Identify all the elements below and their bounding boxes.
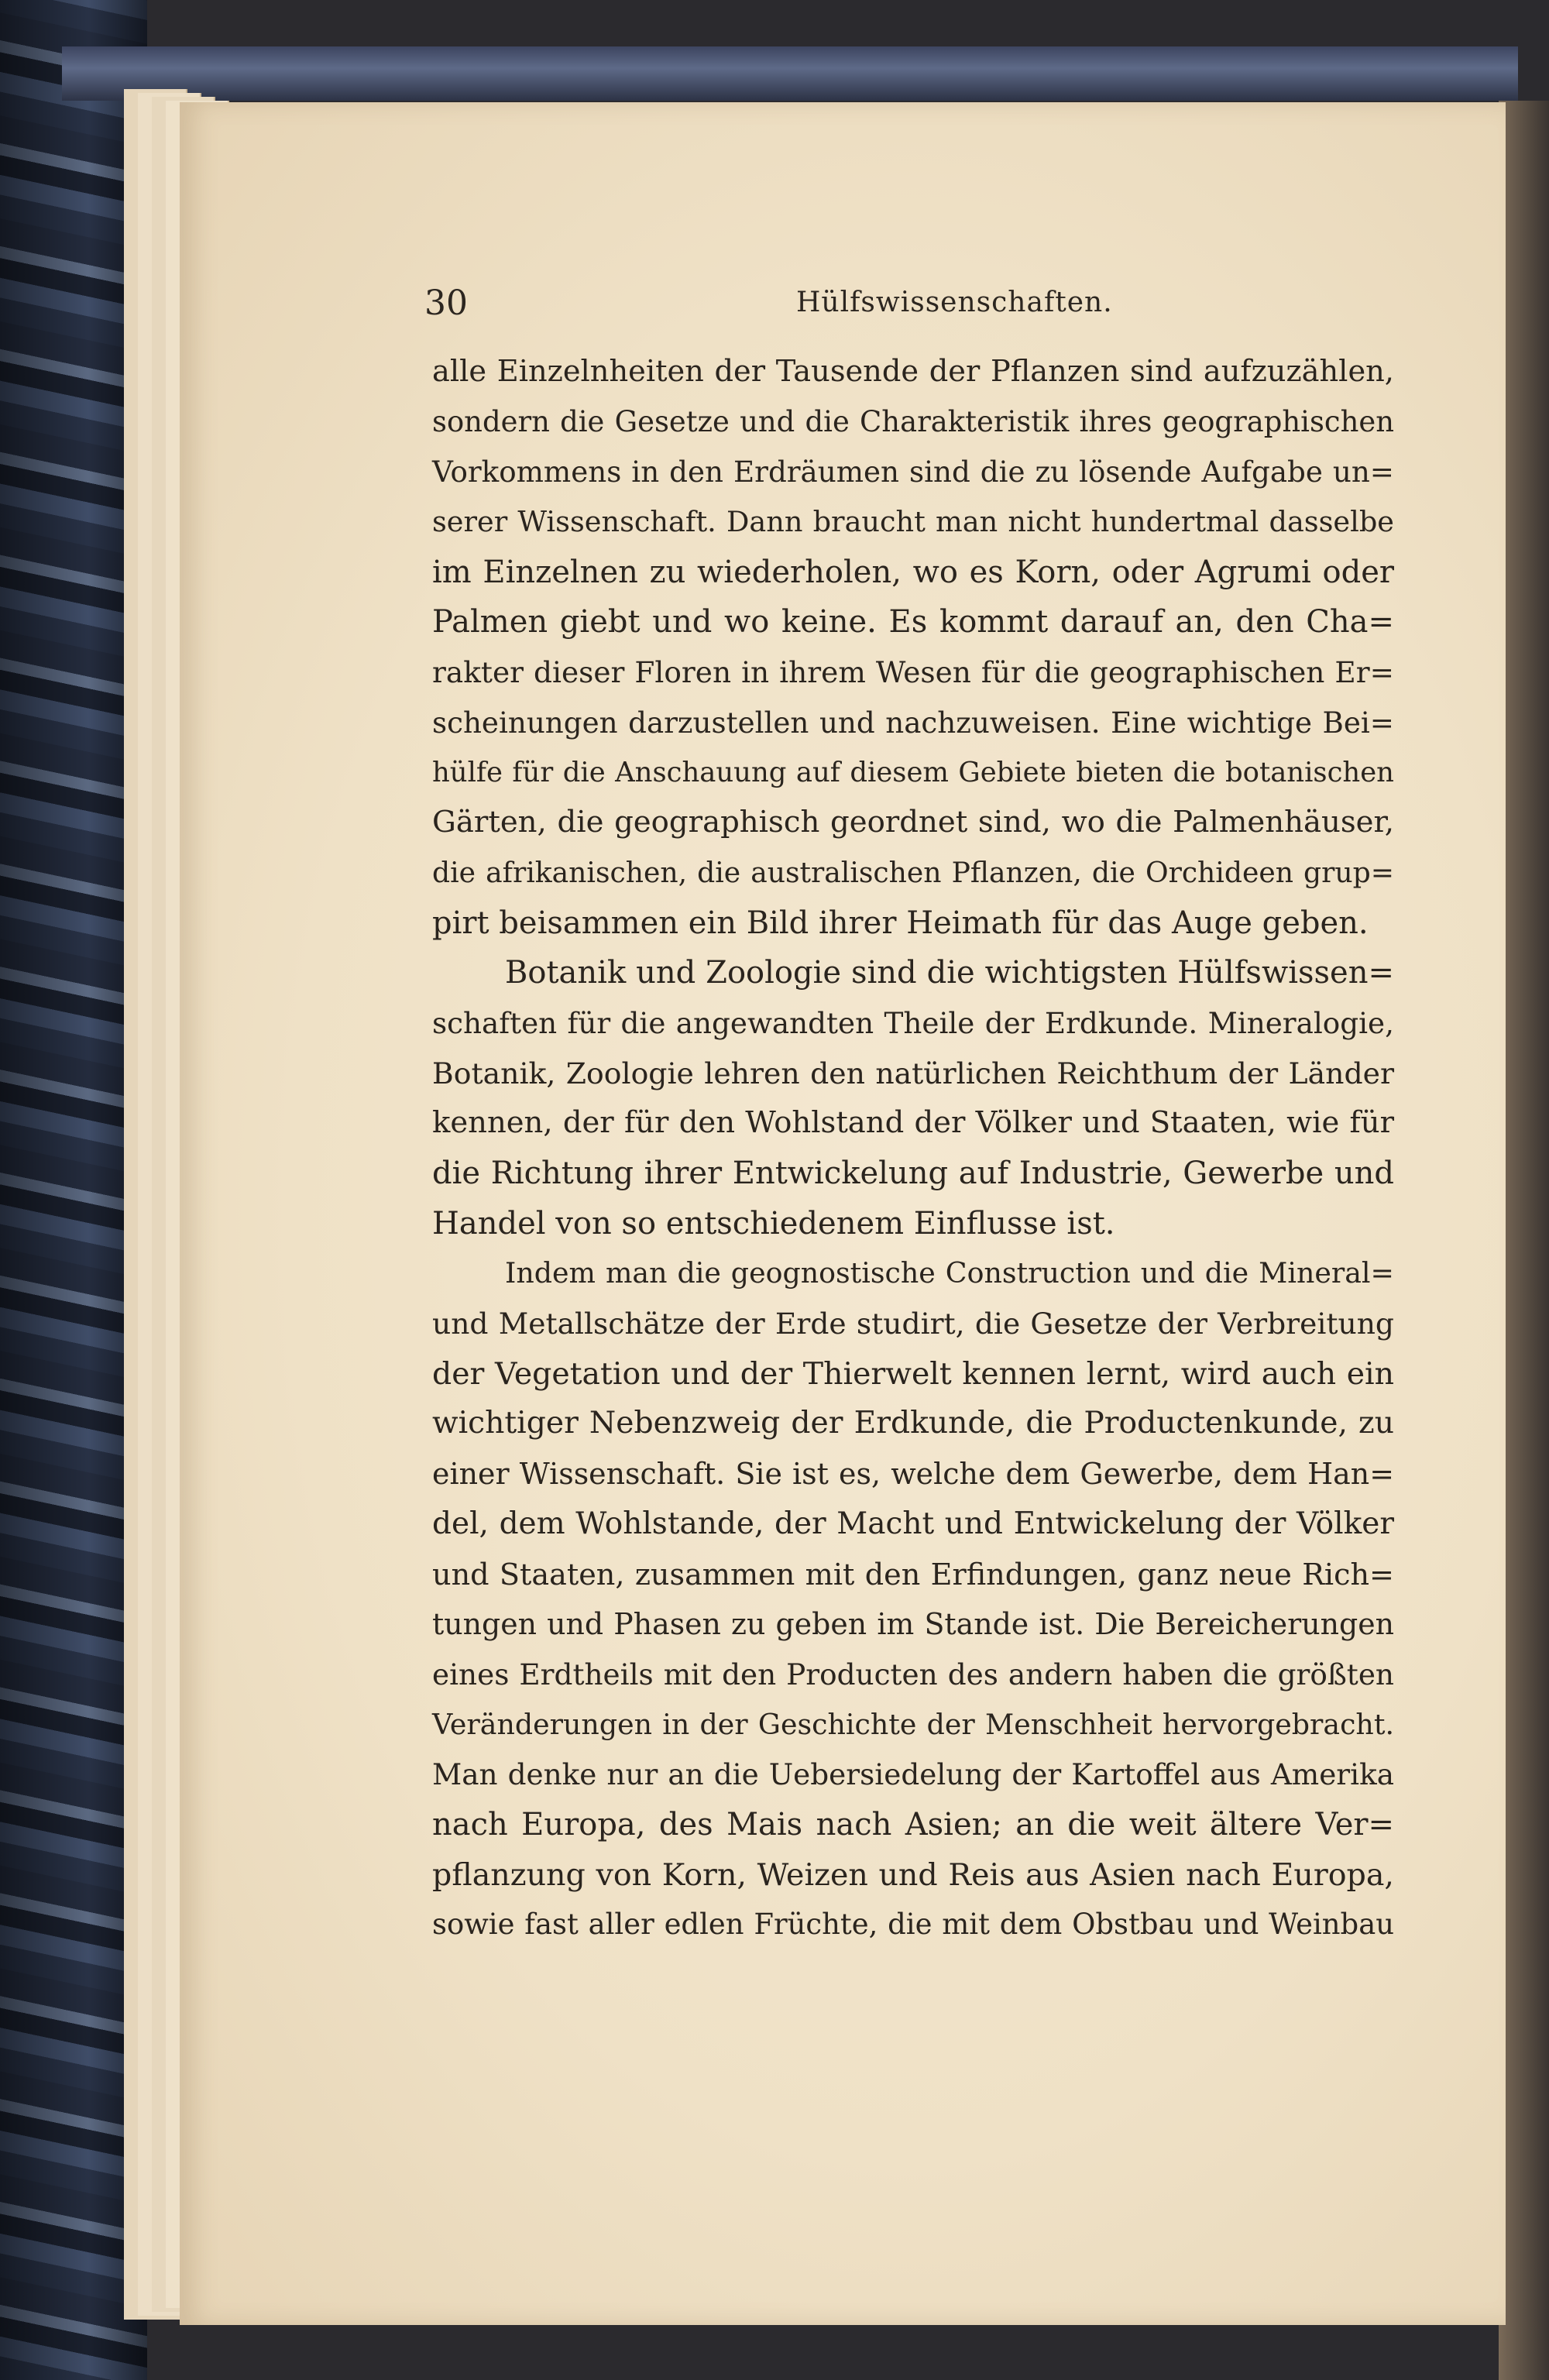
- text-line: die Richtung ihrer Entwickelung auf Industrie, Gewerbe und: [432, 1156, 1394, 1191]
- text-line: einer Wissenschaft. Sie ist es, welche dem Gewerbe, dem Han=: [432, 1457, 1394, 1492]
- text-line: sondern die Gesetze und die Charakteristik ihres geographischen: [432, 404, 1394, 438]
- text-line: wichtiger Nebenzweig der Erdkunde, die Productenkunde, zu: [432, 1406, 1394, 1441]
- text-line: Palmen giebt und wo keine. Es kommt darauf an, den Cha=: [432, 604, 1394, 641]
- text-line: serer Wissenschaft. Dann braucht man nicht hundertmal dasselbe: [432, 505, 1394, 539]
- text-line: schaften für die angewandten Theile der Erdkunde. Mineralogie,: [432, 1005, 1394, 1040]
- text-line: Gärten, die geographisch geordnet sind, wo die Palmenhäuser,: [432, 805, 1394, 840]
- text-line: im Einzelnen zu wiederholen, wo es Korn, oder Agrumi oder: [432, 554, 1394, 590]
- text-line: der Vegetation und der Thierwelt kennen lernt, wird auch ein: [432, 1355, 1394, 1392]
- text-line: sowie fast aller edlen Früchte, die mit dem Obstbau und Weinbau: [432, 1908, 1394, 1942]
- text-line: Indem man die geognostische Construction und die Mineral=: [505, 1256, 1394, 1290]
- text-line: und Staaten, zusammen mit den Erfindungen, ganz neue Rich=: [432, 1557, 1394, 1592]
- running-title: Hülfswissenschaften.: [796, 287, 1113, 318]
- text-line: eines Erdtheils mit den Producten des andern haben die größten: [432, 1657, 1394, 1691]
- page-number: 30: [424, 283, 468, 323]
- text-line: rakter dieser Floren in ihrem Wesen für die geographischen Er=: [432, 655, 1394, 690]
- cover-top-edge: [62, 46, 1518, 101]
- text-line: nach Europa, des Mais nach Asien; an die weit ältere Ver=: [432, 1806, 1394, 1843]
- text-line: und Metallschätze der Erde studirt, die Gesetze der Verbreitung: [432, 1307, 1394, 1341]
- page-header: [424, 283, 1408, 338]
- text-line: Handel von so entschiedenem Einflusse ist.: [432, 1205, 1115, 1242]
- text-line: Botanik, Zoologie lehren den natürlichen Reichthum der Länder: [432, 1056, 1394, 1090]
- text-line: tungen und Phasen zu geben im Stande ist. Die Bereicherungen: [432, 1607, 1394, 1642]
- text-line: pflanzung von Korn, Weizen und Reis aus Asien nach Europa,: [432, 1856, 1394, 1893]
- text-line: Man denke nur an die Uebersiedelung der Kartoffel aus Amerika: [432, 1757, 1394, 1792]
- facing-page-edge: [1499, 101, 1549, 2380]
- text-line: del, dem Wohlstande, der Macht und Entwickelung der Völker: [432, 1506, 1394, 1541]
- text-line: scheinungen darzustellen und nachzuweisen. Eine wichtige Bei=: [432, 705, 1394, 740]
- text-line: alle Einzelnheiten der Tausende der Pflanzen sind aufzuzählen,: [432, 354, 1394, 389]
- text-line: kennen, der für den Wohlstand der Völker und Staaten, wie für: [432, 1105, 1394, 1141]
- text-line: hülfe für die Anschauung auf diesem Gebiete bieten die botanischen: [432, 756, 1394, 788]
- text-line: Vorkommens in den Erdräumen sind die zu lösende Aufgabe un=: [432, 455, 1394, 489]
- text-line: Veränderungen in der Geschichte der Menschheit hervorgebracht.: [432, 1707, 1394, 1741]
- text-line: pirt beisammen ein Bild ihrer Heimath für das Auge geben.: [432, 905, 1369, 941]
- body-text: [432, 347, 1394, 1950]
- text-line: die afrikanischen, die australischen Pflanzen, die Orchideen grup=: [432, 855, 1394, 889]
- text-line: Botanik und Zoologie sind die wichtigsten Hülfswissen=: [505, 955, 1394, 991]
